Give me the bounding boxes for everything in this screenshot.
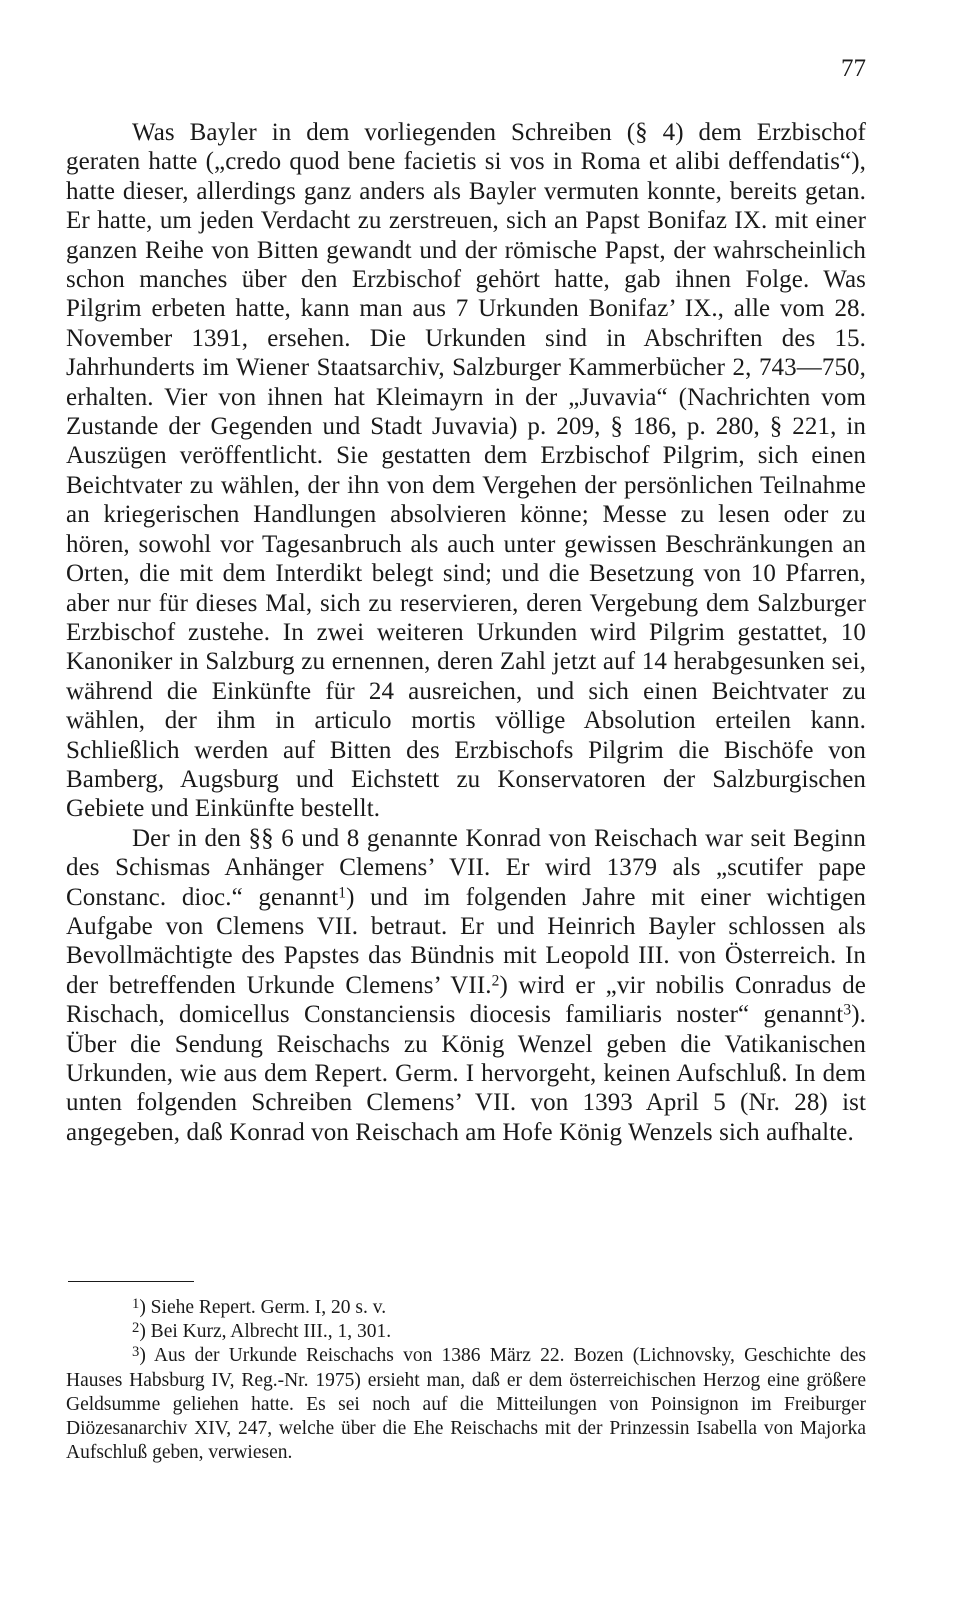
page-number: 77 [841,55,866,82]
paragraph-text: ) wird er „vir nobilis Conradus de Rischach, domicellus Constanciensis diocesis familiaris noster“ genannt [66,971,867,1029]
footnote [66,1296,866,1320]
footnote-reference: 3 [843,1001,852,1019]
paragraph [66,824,866,1147]
footnote-mark: 2 [132,1320,140,1337]
footnote [66,1344,866,1465]
footnote-text: ) Aus der Urkunde Reischachs von 1386 März 22. Bozen (Lichnovsky, Geschichte des Hauses Habsburg IV, Reg.-Nr. 1975) ersieht man, daß er dem österreichischen Herzog eine größere Geldsumme geliehen hatte. Es sei noch auf die Mitteilungen von Poinsignon im Freiburger Diözesanarchiv XIV, 247, welche über die Ehe Reischachs mit der Prinzessin Isabella von Majorka Aufschluß geben, verwiesen. [66,1345,866,1464]
footnote-text: ) Siehe Repert. Germ. I, 20 s. v. [139,1297,387,1318]
footnote-separator [68,1281,194,1282]
footnote [66,1320,866,1344]
paragraph [66,118,866,824]
paragraph-text: ). Über die Sendung Reischachs zu König Wenzel geben die Vatikanischen Urkunden, wie aus dem Repert. Germ. I hervorgeht, keinen Aufschluß. In dem unten folgenden Schreiben Clemens’ VII. von 1393 April 5 (Nr. 28) ist angegeben, daß Konrad von Reischach am Hofe König Wenzels sich aufhalte. [66,1001,866,1146]
footnote-mark: 3 [132,1344,140,1361]
paragraph-text: ) und im folgenden Jahre mit einer wichtigen Aufgabe von Clemens VII. betraut. Er und Heinrich Bayler schlossen als Bevollmächtigte des Papstes das Bündnis mit Leopold III. von Österreich. In der betreffenden Urkunde Clemens’ VII. [66,883,866,999]
footnote-text: ) Bei Kurz, Albrecht III., 1, 301. [139,1321,392,1343]
paragraph-text: Was Bayler in dem vorliegenden Schreiben (§ 4) dem Erzbischof geraten hatte („credo quod bene facietis si vos in Roma et alibi deffendatis“), hatte dieser, allerdings ganz anders als Bayler vermuten konnte, bereits getan. Er hatte, um jeden Verdacht zu zerstreuen, sich an Papst Bonifaz IX. mit einer ganzen Reihe von Bitten gewandt und der römische Papst, der wahrscheinlich schon manches über den Erzbischof gehört hatte, gab ihnen Folge. Was Pilgrim erbeten hatte, kann man aus 7 Urkunden Bonifaz’ IX., alle vom 28. November 1391, ersehen. Die Urkunden sind in Abschriften des 15. Jahrhunderts im Wiener Staatsarchiv, Salzburger Kammerbücher 2, 743—750, erhalten. Vier von ihnen hat Kleimayrn in der „Juvavia“ (Nachrichten vom Zustande der Gegenden und Stadt Juvavia) p. 209, § 186, p. 280, § 221, in Auszügen veröffentlicht. Sie gestatten dem Erzbischof Pilgrim, sich einen Beichtvater zu wählen, der ihn von dem Vergehen der persönlichen Teilnahme an kriegerischen Handlungen absolvieren könne; Messe zu lesen oder zu hören, sowohl vor Tagesanbruch als auch unter gewissen Beschränkungen an Orten, die mit dem Interdikt belegt sind; und die Besetzung von 10 Pfarren, aber nur für dieses Mal, sich zu reservieren, deren Vergebung dem Salzburger Erzbischof zustehe. In zwei weiteren Urkunden wird Pilgrim gestattet, 10 Kanoniker in Salzburg zu ernennen, deren Zahl jetzt auf 14 herabgesunken sei, während die Einkünfte für 24 ausreichen, und sich einen Beichtvater zu wählen, der ihm in articulo mortis völlige Absolution erteilen kann. Schließlich werden auf Bitten des Erzbischofs Pilgrim die Bischöfe von Bamberg, Augsburg und Eichstett zu Konservatoren der Salzburgischen Gebiete und Einkünfte bestellt. [66,119,866,823]
footnote-reference: 1 [338,883,347,901]
paragraph-text: Der in den §§ 6 und 8 genannte Konrad von Reischach war seit Beginn des Schismas Anhänger Clemens’ VII. Er wird 1379 als „scutifer pape Constanc. dioc.“ genannt [66,824,866,911]
footnote-reference: 2 [491,972,500,990]
footnotes [66,1296,866,1465]
body-text [66,118,866,1147]
footnote-mark: 1 [132,1295,140,1312]
